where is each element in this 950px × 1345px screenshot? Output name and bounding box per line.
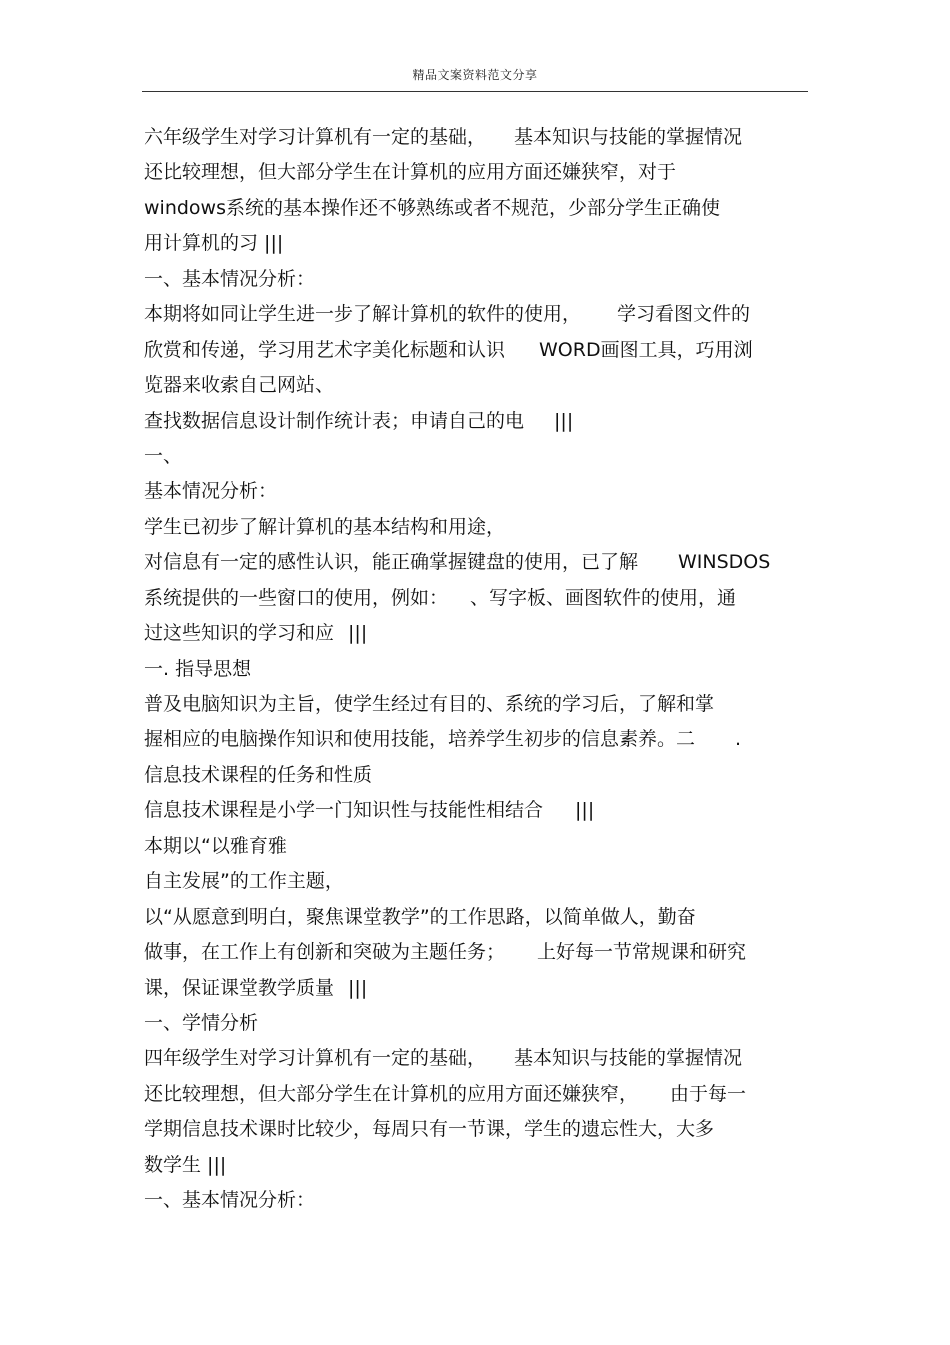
header-divider — [142, 91, 808, 92]
text-line: 基本情况分析： — [144, 480, 278, 503]
text-line: 览器来收索自己网站、 — [144, 374, 335, 397]
text-line: 信息技术课程的任务和性质 — [144, 763, 373, 786]
text-line: 学期信息技术课时比较少，每周只有一节课，学生的遗忘性大，大多 — [144, 1118, 715, 1141]
text-line: 课，保证课堂教学质量 ||| — [144, 976, 368, 999]
text-line: 一. 指导思想 — [144, 657, 252, 680]
text-line: 本期将如同让学生进一步了解计算机的软件的使用， 学习看图文件的 — [144, 303, 751, 326]
text-line: 信息技术课程是小学一门知识性与技能性相结合 ||| — [144, 799, 595, 822]
text-line: 欣赏和传递，学习用艺术字美化标题和认识 WORD画图工具，巧用浏 — [144, 338, 753, 361]
text-line: 还比较理想，但大部分学生在计算机的应用方面还嫌狭窄， 由于每一 — [144, 1082, 747, 1105]
text-line: 握相应的电脑操作知识和使用技能，培养学生初步的信息素养。二 . — [144, 728, 742, 751]
text-line: 四年级学生对学习计算机有一定的基础， 基本知识与技能的掌握情况 — [144, 1047, 743, 1070]
text-line: 查找数据信息设计制作统计表；申请自己的电 ||| — [144, 409, 574, 432]
text-line: 六年级学生对学习计算机有一定的基础， 基本知识与技能的掌握情况 — [144, 126, 743, 148]
page-header: 精品文案资料范文分享 — [412, 68, 538, 82]
text-line: 一、基本情况分析： — [144, 1189, 316, 1212]
text-line: 一、 — [144, 444, 183, 467]
text-line: 普及电脑知识为主旨，使学生经过有目的、系统的学习后，了解和掌 — [144, 693, 715, 715]
text-line: 过这些知识的学习和应 ||| — [144, 622, 368, 645]
text-line: 做事，在工作上有创新和突破为主题任务； 上好每一节常规课和研究 — [144, 941, 747, 964]
text-line: 对信息有一定的感性认识，能正确掌握键盘的使用，已了解 WINSDOS — [144, 551, 771, 574]
text-line: 还比较理想，但大部分学生在计算机的应用方面还嫌狭窄，对于 — [144, 161, 677, 184]
document-body — [144, 120, 844, 1219]
text-line: 系统提供的一些窗口的使用，例如： 、写字板、画图软件的使用，通 — [144, 586, 737, 609]
text-line: 一、基本情况分析： — [144, 267, 316, 290]
text-line: 学生已初步了解计算机的基本结构和用途， — [144, 515, 506, 538]
text-line: 以“从愿意到明白，聚焦课堂教学”的工作思路，以简单做人，勤奋 — [144, 905, 696, 928]
text-line: 本期以“以雅育雅 — [144, 834, 287, 857]
text-line: 数学生 ||| — [144, 1153, 227, 1176]
text-line: 一、学情分析 — [144, 1011, 259, 1034]
text-line: 自主发展”的工作主题， — [144, 870, 344, 893]
text-line: windows系统的基本操作还不够熟练或者不规范，少部分学生正确使 — [144, 196, 720, 219]
text-line: 用计算机的习 ||| — [144, 232, 284, 255]
